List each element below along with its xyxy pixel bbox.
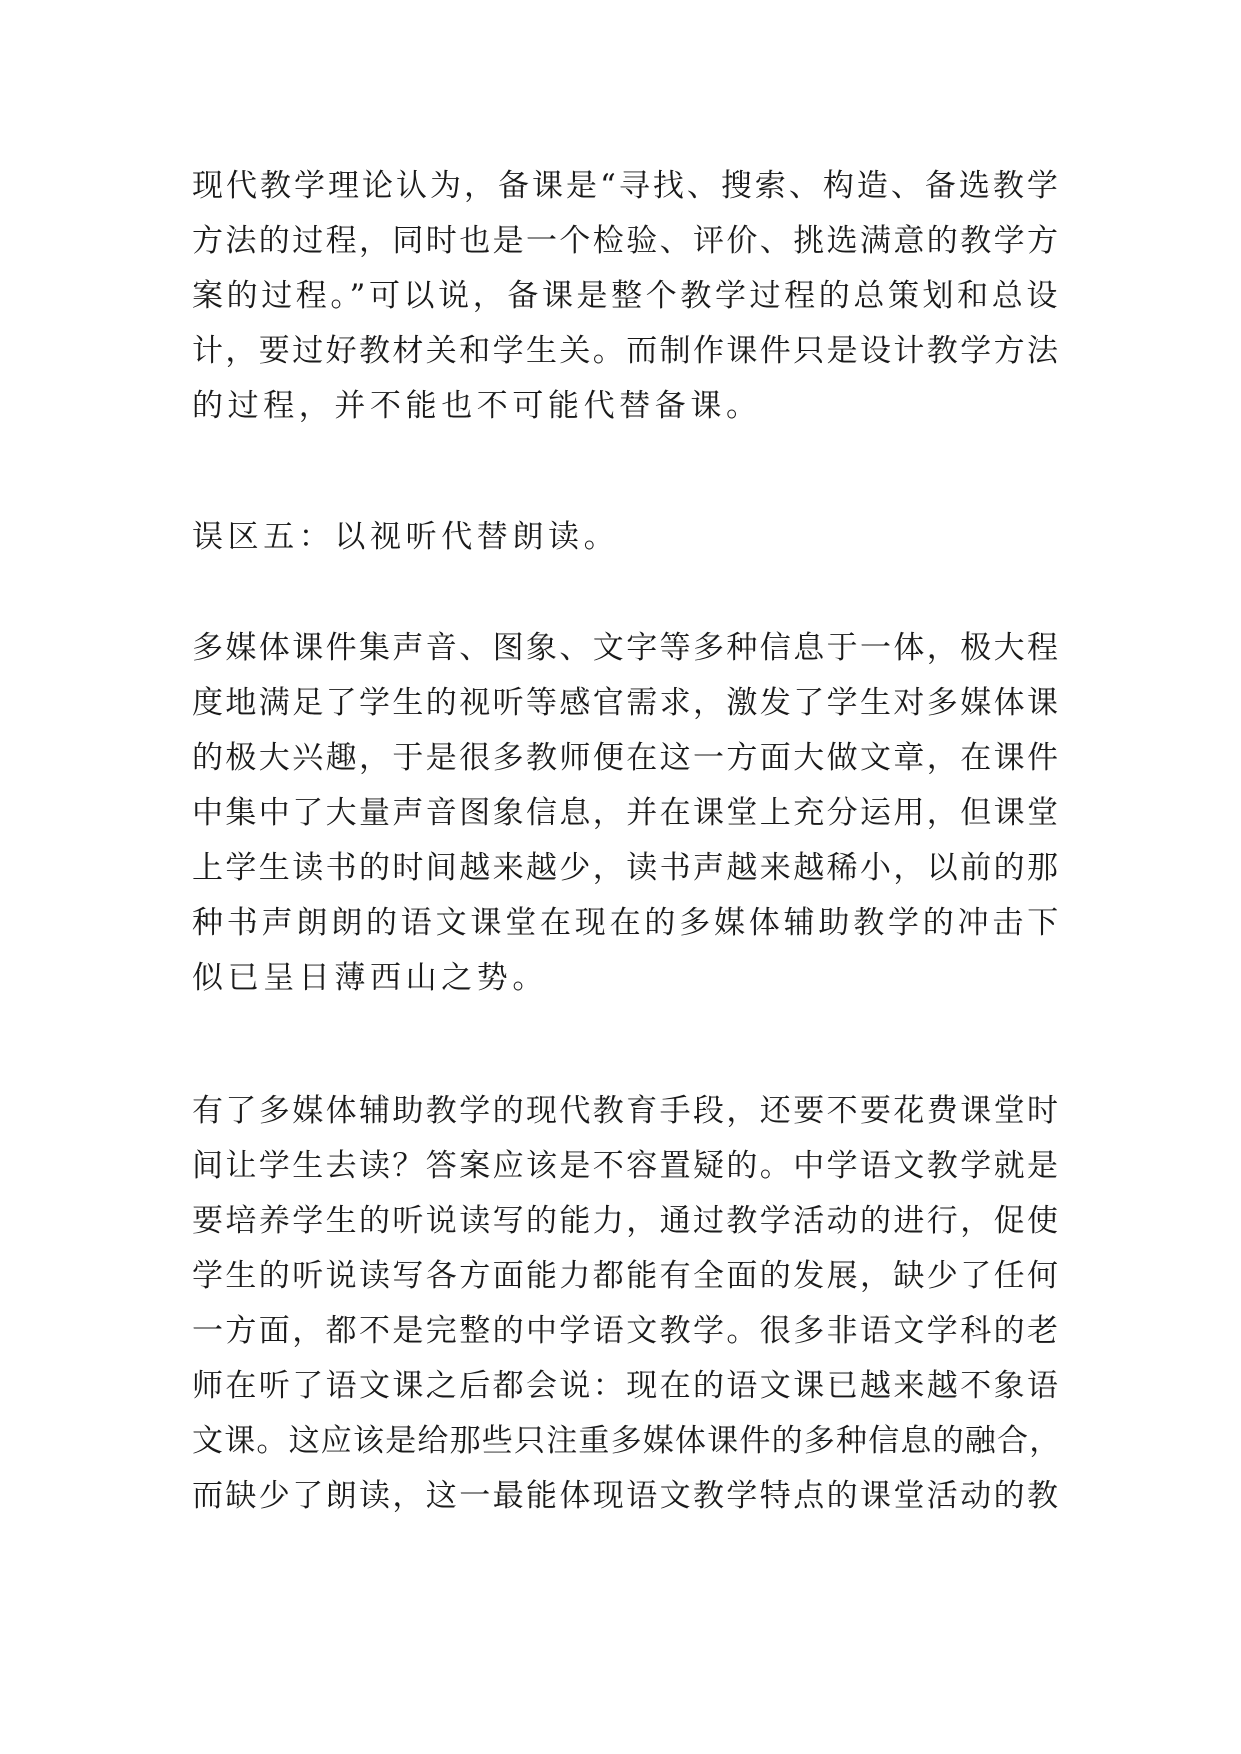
- paragraph-4-line-5: 一方面，都不是完整的中学语文教学。很多非语文学科的老: [192, 1313, 1061, 1349]
- paragraph-3-line-5: 上学生读书的时间越来越少，读书声越来越稀小，以前的那: [192, 850, 1061, 886]
- paragraph-4-line-7: 文课。这应该是给那些只注重多媒体课件的多种信息的融合，: [192, 1423, 1062, 1459]
- section-heading-myth-five: 误区五：以视听代替朗读。: [192, 519, 620, 555]
- paragraph-3-line-1: 多媒体课件集声音、图象、文字等多种信息于一体，极大程: [192, 630, 1061, 666]
- paragraph-1-line-3: 案的过程。”可以说，备课是整个教学过程的总策划和总设: [192, 278, 1061, 314]
- paragraph-1-line-5: 的过程，并不能也不可能代替备课。: [192, 388, 762, 424]
- paragraph-3-line-7: 似已呈日薄西山之势。: [192, 960, 548, 996]
- paragraph-4-line-3: 要培养学生的听说读写的能力，通过教学活动的进行，促使: [192, 1203, 1061, 1239]
- paragraph-3-line-6: 种书声朗朗的语文课堂在现在的多媒体辅助教学的冲击下: [192, 905, 1062, 941]
- paragraph-4-line-1: 有了多媒体辅助教学的现代教育手段，还要不要花费课堂时: [192, 1093, 1061, 1129]
- paragraph-3-line-3: 的极大兴趣，于是很多教师便在这一方面大做文章，在课件: [192, 740, 1061, 776]
- paragraph-1-line-2: 方法的过程，同时也是一个检验、评价、挑选满意的教学方: [192, 223, 1061, 259]
- paragraph-3-line-4: 中集中了大量声音图象信息，并在课堂上充分运用，但课堂: [192, 795, 1061, 831]
- paragraph-4-line-4: 学生的听说读写各方面能力都能有全面的发展，缺少了任何: [192, 1258, 1061, 1294]
- paragraph-3-line-2: 度地满足了学生的视听等感官需求，激发了学生对多媒体课: [192, 685, 1061, 721]
- paragraph-4-line-2: 间让学生去读？答案应该是不容置疑的。中学语文教学就是: [192, 1148, 1061, 1184]
- paragraph-1-line-4: 计，要过好教材关和学生关。而制作课件只是设计教学方法: [192, 333, 1061, 369]
- paragraph-4-line-6: 师在听了语文课之后都会说：现在的语文课已越来越不象语: [192, 1368, 1061, 1404]
- paragraph-1-line-1: 现代教学理论认为，备课是“寻找、搜索、构造、备选教学: [192, 168, 1061, 204]
- paragraph-4-line-8: 而缺少了朗读，这一最能体现语文教学特点的课堂活动的教: [192, 1478, 1061, 1514]
